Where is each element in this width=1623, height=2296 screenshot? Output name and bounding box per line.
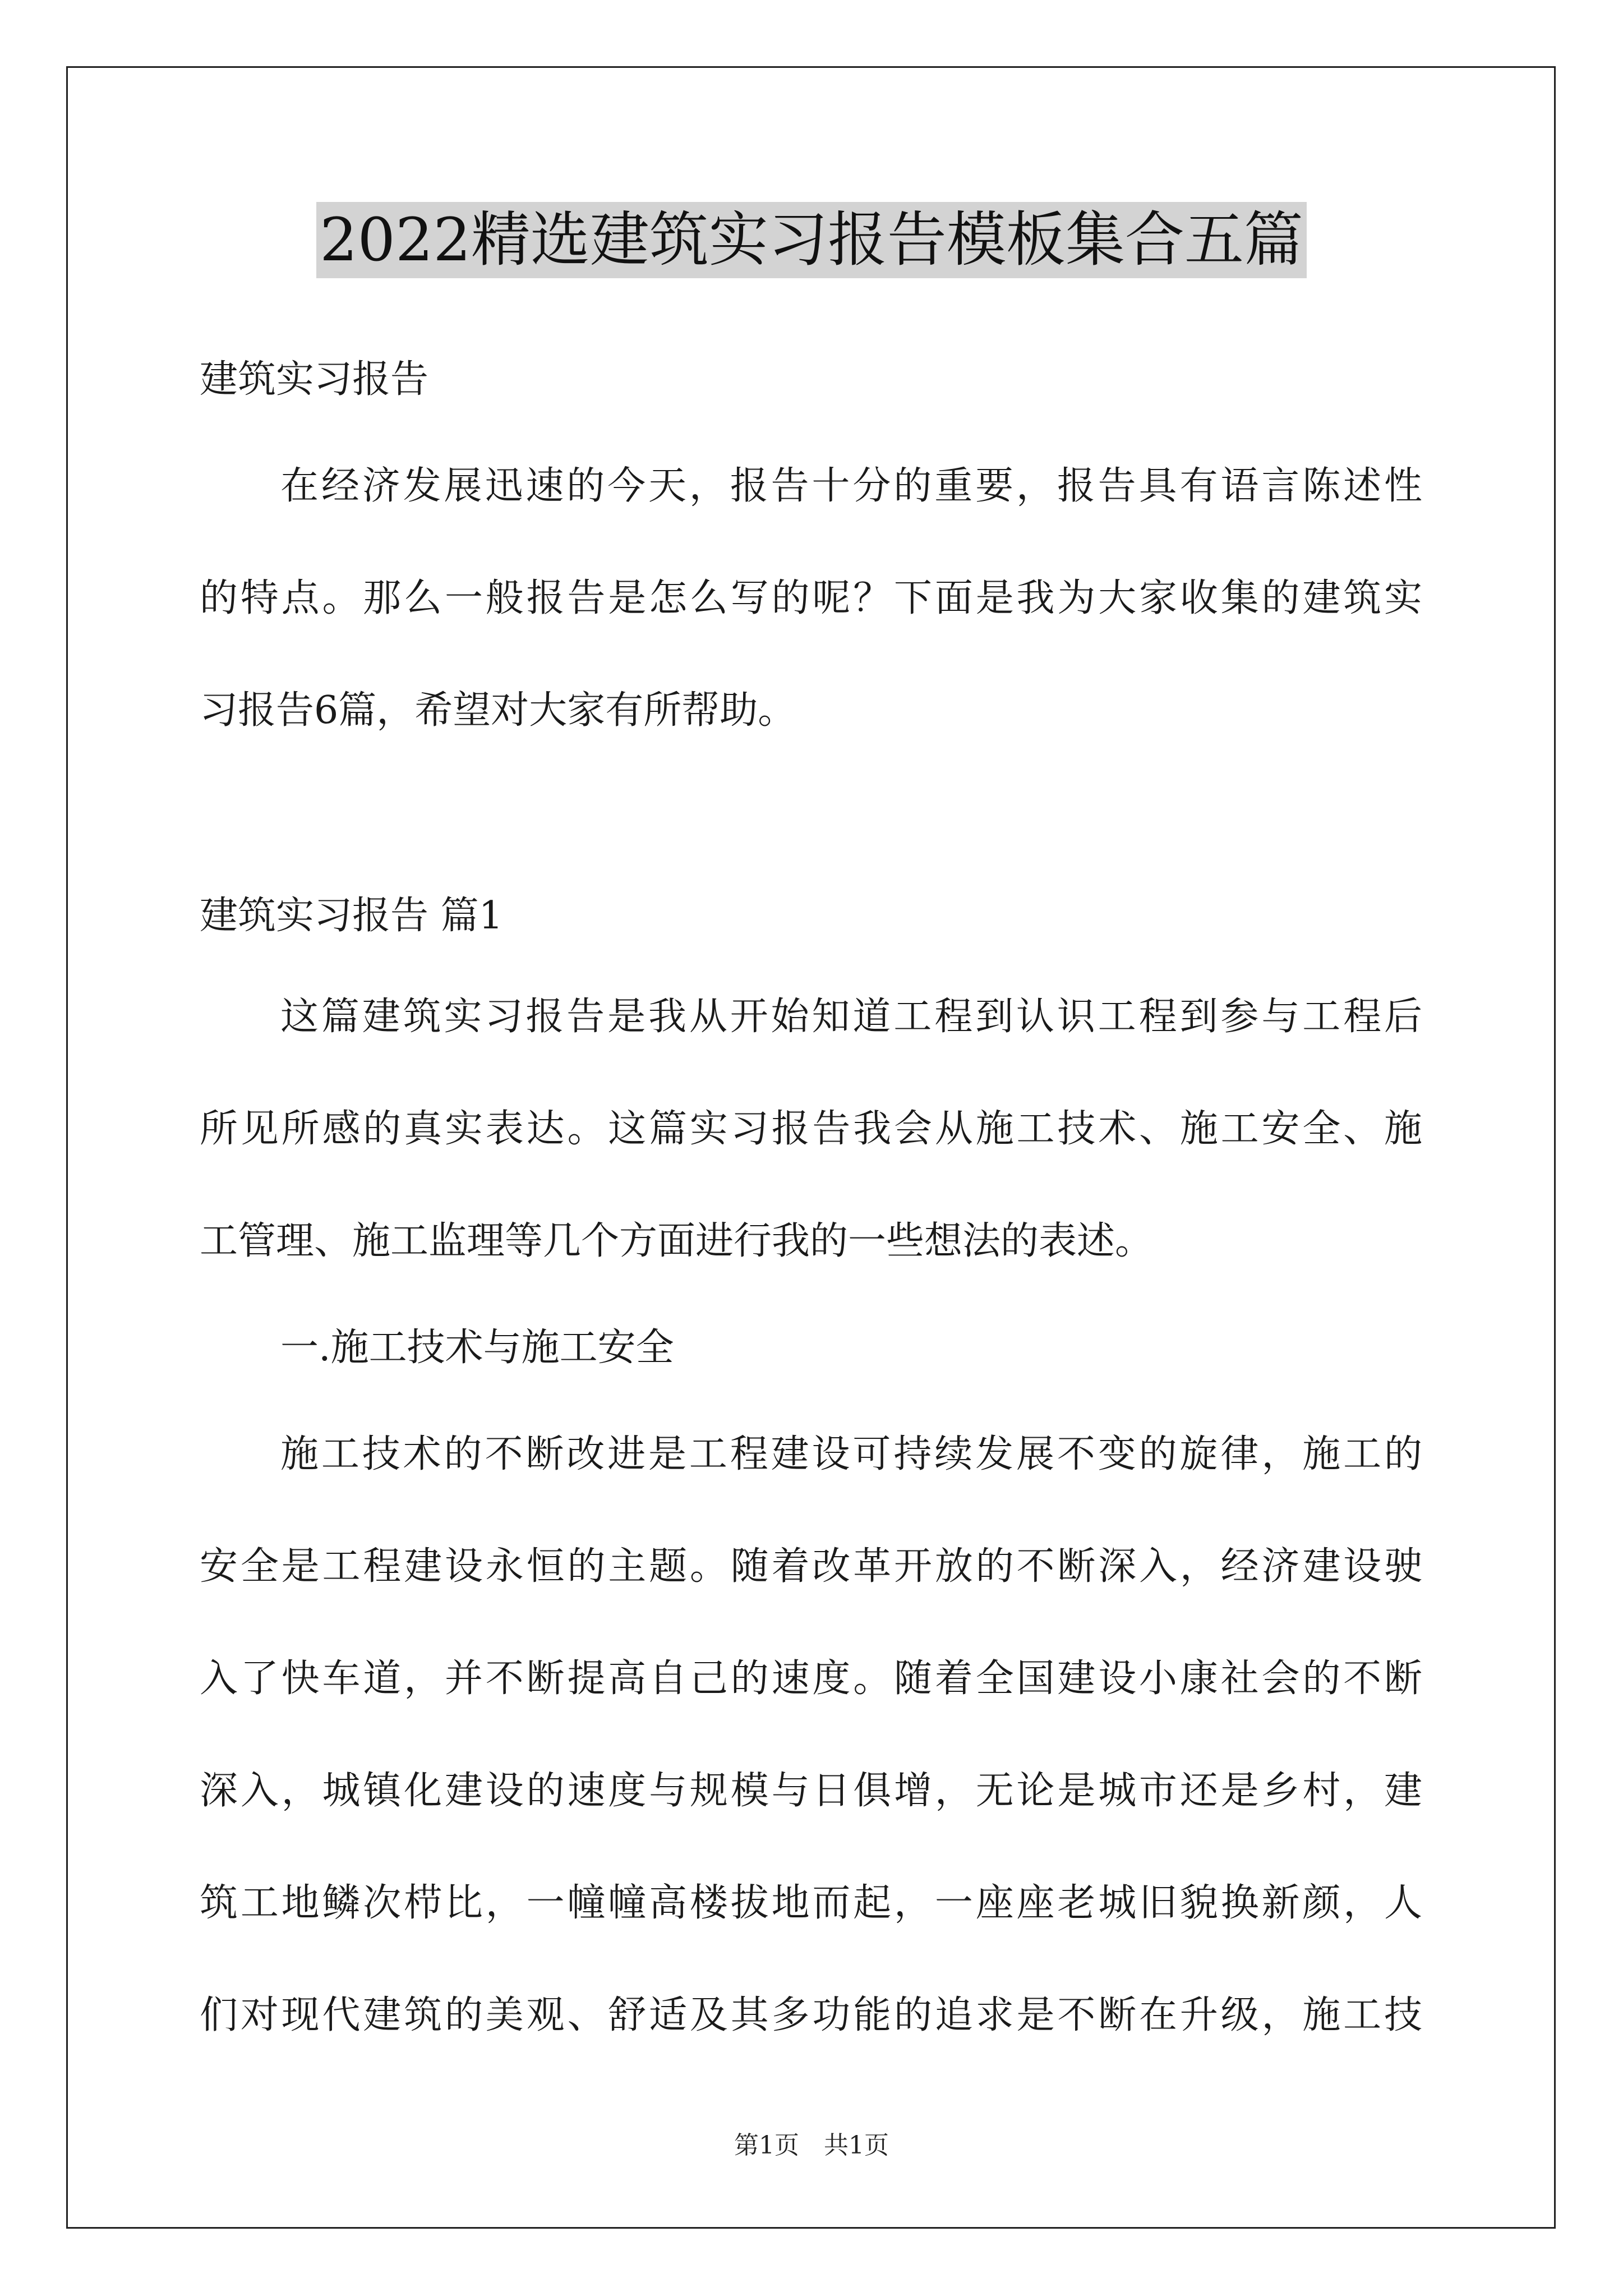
body-line-6: 们对现代建筑的美观、舒适及其多功能的追求是不断在升级，施工技	[200, 1993, 1422, 2037]
body-line-3: 入了快车道，并不断提高自己的速度。随着全国建设小康社会的不断	[200, 1657, 1422, 1701]
part1-line-1: 这篇建筑实习报告是我从开始知道工程到认识工程到参与工程后	[280, 995, 1422, 1039]
body-line-5: 筑工地鳞次栉比，一幢幢高楼拔地而起，一座座老城旧貌换新颜，人	[200, 1881, 1422, 1925]
document-title: 2022精选建筑实习报告模板集合五篇	[316, 202, 1307, 278]
intro-line-1: 在经济发展迅速的今天，报告十分的重要，报告具有语言陈述性	[280, 464, 1422, 508]
subsection-heading: 一.施工技术与施工安全	[280, 1326, 674, 1370]
body-line-4: 深入，城镇化建设的速度与规模与日俱增，无论是城市还是乡村，建	[200, 1769, 1422, 1813]
part-heading: 建筑实习报告 篇1	[200, 894, 503, 938]
section-heading: 建筑实习报告	[200, 357, 429, 402]
intro-line-2: 的特点。那么一般报告是怎么写的呢？下面是我为大家收集的建筑实	[200, 576, 1422, 620]
part1-line-3: 工管理、施工监理等几个方面进行我的一些想法的表述。	[200, 1219, 1154, 1263]
intro-line-3: 习报告6篇，希望对大家有所帮助。	[200, 688, 796, 733]
body-line-1: 施工技术的不断改进是工程建设可持续发展不变的旋律，施工的	[280, 1432, 1422, 1476]
body-line-2: 安全是工程建设永恒的主题。随着改革开放的不断深入，经济建设驶	[200, 1544, 1422, 1589]
part1-line-2: 所见所感的真实表达。这篇实习报告我会从施工技术、施工安全、施	[200, 1107, 1422, 1151]
title-container	[0, 202, 1623, 278]
page-footer: 第1页 共1页	[734, 2131, 889, 2160]
